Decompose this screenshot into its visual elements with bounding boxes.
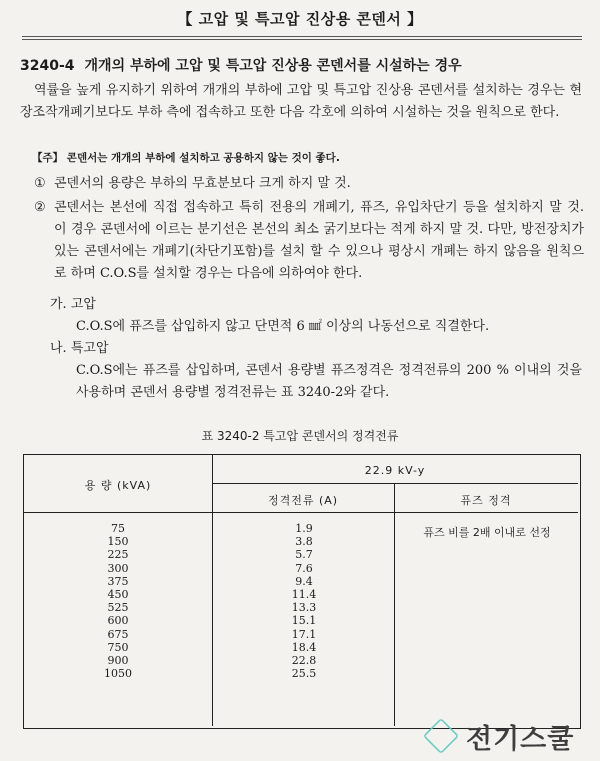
item-text: 콘덴서의 용량은 부하의 무효분보다 크게 하지 말 것. bbox=[54, 176, 351, 191]
item-marker: ① bbox=[34, 176, 46, 191]
list-item bbox=[34, 173, 584, 195]
note: 【주】 콘덴서는 개개의 부하에 설치하고 공용하지 않는 것이 좋다. bbox=[32, 152, 340, 164]
table-divider bbox=[212, 483, 578, 484]
title-rule-bottom bbox=[22, 39, 582, 40]
capacity-cell: 225 bbox=[107, 548, 129, 562]
subitem-text: C.O.S에 퓨즈를 삽입하지 않고 단면적 6 ㎟ 이상의 나동선으로 직결한다. bbox=[76, 319, 490, 334]
capacity-cell: 375 bbox=[107, 574, 129, 588]
current-table bbox=[23, 454, 581, 729]
section-heading bbox=[20, 55, 590, 75]
section-number: 3240-4 bbox=[20, 58, 75, 74]
current-cell: 15.1 bbox=[291, 614, 317, 628]
header-capacity: 용 량 (kVA) bbox=[84, 479, 152, 492]
capacity-cell: 525 bbox=[107, 601, 129, 615]
current-cell: 7.6 bbox=[295, 561, 313, 575]
page-title: 【 고압 및 특고압 진상용 콘덴서 】 bbox=[177, 10, 423, 28]
capacity-cell: 600 bbox=[107, 614, 129, 628]
capacity-column bbox=[24, 522, 212, 680]
section-heading-text: 개개의 부하에 고압 및 특고압 진상용 콘덴서를 시설하는 경우 bbox=[84, 58, 462, 74]
capacity-cell: 900 bbox=[107, 654, 129, 668]
header-current: 정격전류 (A) bbox=[267, 494, 339, 507]
capacity-cell: 150 bbox=[107, 535, 129, 549]
capacity-cell: 450 bbox=[107, 588, 129, 602]
list-item bbox=[34, 197, 584, 285]
header-fuse: 퓨즈 정격 bbox=[460, 494, 512, 507]
current-cell: 17.1 bbox=[291, 627, 317, 641]
table-divider bbox=[24, 512, 578, 513]
table-caption: 표 3240-2 특고압 콘덴서의 정격전류 bbox=[201, 429, 399, 443]
subitem-label: 가. 고압 bbox=[50, 297, 96, 312]
table-divider bbox=[394, 483, 395, 726]
title-rule-top bbox=[22, 36, 582, 37]
brand-logo bbox=[424, 715, 594, 755]
current-cell: 22.8 bbox=[291, 654, 317, 668]
current-cell: 18.4 bbox=[291, 640, 317, 654]
capacity-cell: 750 bbox=[107, 640, 129, 654]
subitem-text: C.O.S에는 퓨즈를 삽입하며, 콘덴서 용량별 퓨즈정격은 정격전류의 200 % 이내의 것을 사용하며 콘덴서 용량별 정격전류는 표 3240-2와 같다. bbox=[76, 363, 582, 400]
fuse-note: 퓨즈 비를 2배 이내로 선정 bbox=[423, 526, 551, 539]
capacity-cell: 1050 bbox=[104, 667, 132, 681]
current-cell: 1.9 bbox=[295, 522, 313, 535]
current-cell: 5.7 bbox=[295, 548, 313, 562]
current-cell: 13.3 bbox=[291, 601, 317, 615]
brand-text: 전기스쿨 bbox=[466, 724, 575, 755]
current-column bbox=[219, 522, 389, 680]
current-cell: 3.8 bbox=[295, 535, 313, 549]
current-cell: 11.4 bbox=[291, 588, 317, 602]
circuit-logo-icon bbox=[423, 718, 459, 754]
subitem-label: 나. 특고압 bbox=[50, 341, 109, 356]
capacity-cell: 75 bbox=[111, 522, 125, 535]
current-cell: 25.5 bbox=[291, 667, 317, 681]
item-text: 콘덴서는 본선에 직접 접속하고 특히 전용의 개폐기, 퓨즈, 유입차단기 등을 설치하지 말 것. 이 경우 콘덴서에 이르는 분기선은 본선의 최소 굵기보다는 적게 하지 말 것. 다만, 방전장치가 있는 콘덴서에는 개폐기(차단기포함)를 설치 할 수 있으나 평상시 개폐는 하지 않음을 원칙으로 하며 C.O.S를 설치할 경우는 다음에 의하여야 한다. bbox=[54, 200, 584, 281]
intro-paragraph: 역률을 높게 유지하기 위하여 개개의 부하에 고압 및 특고압 진상용 콘덴서를 설치하는 경우는 현장조작개폐기보다도 부하 측에 접속하고 또한 다음 각호에 의하여 시설하는 것을 원칙으로 한다. bbox=[20, 83, 582, 120]
capacity-cell: 675 bbox=[107, 627, 129, 641]
current-cell: 9.4 bbox=[295, 574, 313, 588]
capacity-cell: 300 bbox=[107, 561, 129, 575]
item-marker: ② bbox=[34, 200, 46, 215]
header-voltage: 22.9 kV-y bbox=[364, 464, 426, 477]
